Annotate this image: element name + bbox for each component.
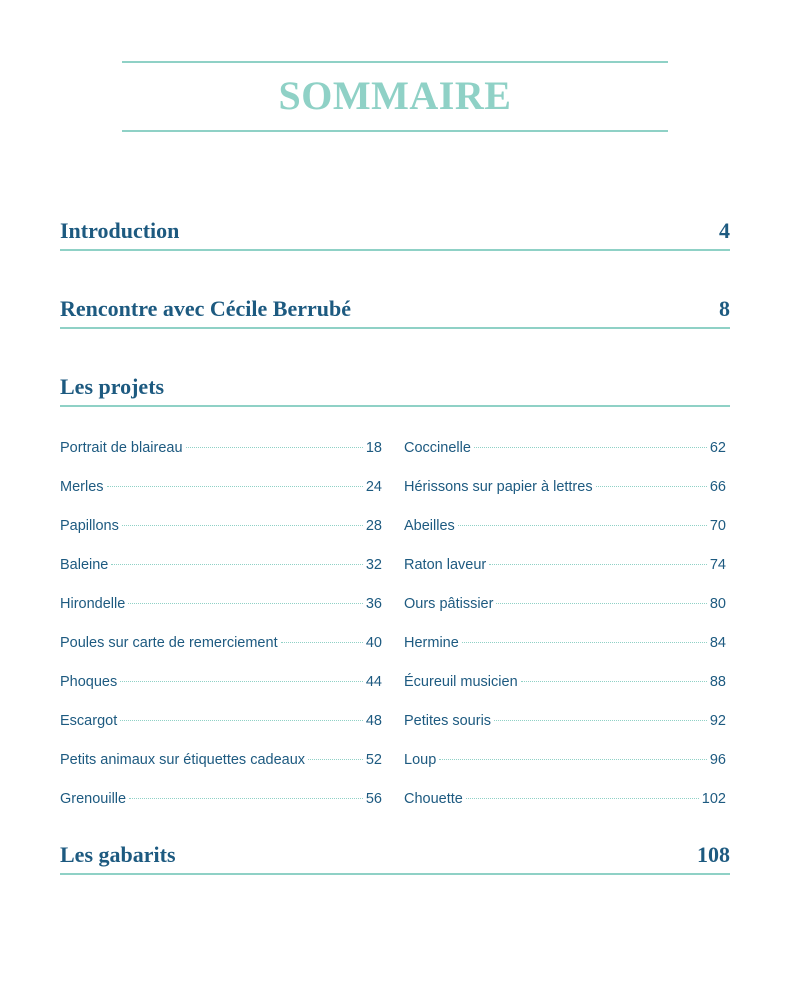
entry-page-number: 62 (709, 440, 726, 456)
entry-title: Hérissons sur papier à lettres (404, 479, 593, 495)
section-page-number: 4 (719, 218, 730, 243)
entry-page-number: 102 (701, 791, 726, 807)
entry-title: Phoques (60, 674, 118, 690)
dot-leader (439, 759, 707, 760)
toc-entry[interactable] (60, 515, 382, 537)
dot-leader (129, 798, 363, 799)
entry-page-number: 74 (709, 557, 726, 573)
entry-title: Merles (60, 479, 104, 495)
entry-title: Raton laveur (404, 557, 487, 573)
entry-title: Chouette (404, 791, 463, 807)
entry-page-number: 80 (709, 596, 726, 612)
toc-entry[interactable] (404, 749, 726, 771)
entry-page-number: 84 (709, 635, 726, 651)
entry-page-number: 36 (365, 596, 382, 612)
section-label: Les projets (60, 374, 165, 399)
toc-entry[interactable] (60, 476, 382, 498)
section-divider (60, 405, 730, 407)
section-divider (60, 327, 730, 329)
title-rule-bottom (122, 130, 668, 132)
entry-title: Escargot (60, 713, 118, 729)
section-page-number: 8 (719, 296, 730, 321)
dot-leader (474, 447, 707, 448)
entry-page-number: 56 (365, 791, 382, 807)
dot-leader (120, 681, 363, 682)
entry-page-number: 96 (709, 752, 726, 768)
dot-leader (466, 798, 699, 799)
entry-title: Abeilles (404, 518, 455, 534)
entry-title: Portrait de blaireau (60, 440, 183, 456)
entry-title: Hirondelle (60, 596, 126, 612)
entry-title: Petits animaux sur étiquettes cadeaux (60, 752, 306, 768)
dot-leader (496, 603, 706, 604)
dot-leader (186, 447, 363, 448)
dot-leader (521, 681, 707, 682)
title-rule-top (122, 61, 668, 63)
entry-title: Poules sur carte de remerciement (60, 635, 278, 651)
entry-page-number: 88 (709, 674, 726, 690)
dot-leader (462, 642, 707, 643)
entry-page-number: 28 (365, 518, 382, 534)
entry-title: Hermine (404, 635, 459, 651)
entry-title: Loup (404, 752, 437, 768)
entry-page-number: 24 (365, 479, 382, 495)
dot-leader (128, 603, 363, 604)
toc-entry[interactable] (60, 632, 382, 654)
toc-entry[interactable] (404, 671, 726, 693)
toc-entry[interactable] (404, 632, 726, 654)
toc-entry[interactable] (60, 671, 382, 693)
toc-entry[interactable] (60, 788, 382, 810)
dot-leader (596, 486, 707, 487)
entry-page-number: 92 (709, 713, 726, 729)
entry-page-number: 18 (365, 440, 382, 456)
toc-entry[interactable] (404, 710, 726, 732)
dot-leader (308, 759, 363, 760)
entry-title: Grenouille (60, 791, 127, 807)
dot-leader (122, 525, 363, 526)
section-divider (60, 249, 730, 251)
toc-entry[interactable] (60, 554, 382, 576)
toc-entry[interactable] (60, 710, 382, 732)
entry-page-number: 66 (709, 479, 726, 495)
entry-page-number: 40 (365, 635, 382, 651)
entry-title: Papillons (60, 518, 119, 534)
toc-entry[interactable] (404, 593, 726, 615)
section-label: Rencontre avec Cécile Berrubé (60, 296, 351, 321)
dot-leader (111, 564, 362, 565)
entry-title: Baleine (60, 557, 109, 573)
section-label: Les gabarits (60, 842, 176, 867)
dot-leader (107, 486, 363, 487)
entry-title: Petites souris (404, 713, 492, 729)
entry-title: Coccinelle (404, 440, 471, 456)
entry-page-number: 32 (365, 557, 382, 573)
dot-leader (458, 525, 707, 526)
section-page-number: 108 (697, 842, 730, 867)
toc-section-gabarits[interactable] (60, 840, 730, 870)
toc-section-rencontre[interactable] (60, 294, 730, 324)
toc-entry[interactable] (60, 749, 382, 771)
toc-entry[interactable] (404, 515, 726, 537)
dot-leader (489, 564, 707, 565)
entry-page-number: 70 (709, 518, 726, 534)
dot-leader (494, 720, 707, 721)
toc-entry[interactable] (60, 437, 382, 459)
section-divider (60, 873, 730, 875)
section-label: Introduction (60, 218, 180, 243)
toc-section-projets (60, 372, 730, 402)
entry-page-number: 48 (365, 713, 382, 729)
toc-section-introduction[interactable] (60, 216, 730, 246)
entry-page-number: 52 (365, 752, 382, 768)
page-title: SOMMAIRE (278, 73, 512, 118)
toc-entry[interactable] (404, 554, 726, 576)
toc-entry[interactable] (404, 788, 726, 810)
entry-title: Ours pâtissier (404, 596, 494, 612)
toc-entry[interactable] (404, 476, 726, 498)
dot-leader (120, 720, 363, 721)
entry-page-number: 44 (365, 674, 382, 690)
toc-entry[interactable] (60, 593, 382, 615)
dot-leader (281, 642, 363, 643)
toc-entry[interactable] (404, 437, 726, 459)
entry-title: Écureuil musicien (404, 674, 518, 690)
